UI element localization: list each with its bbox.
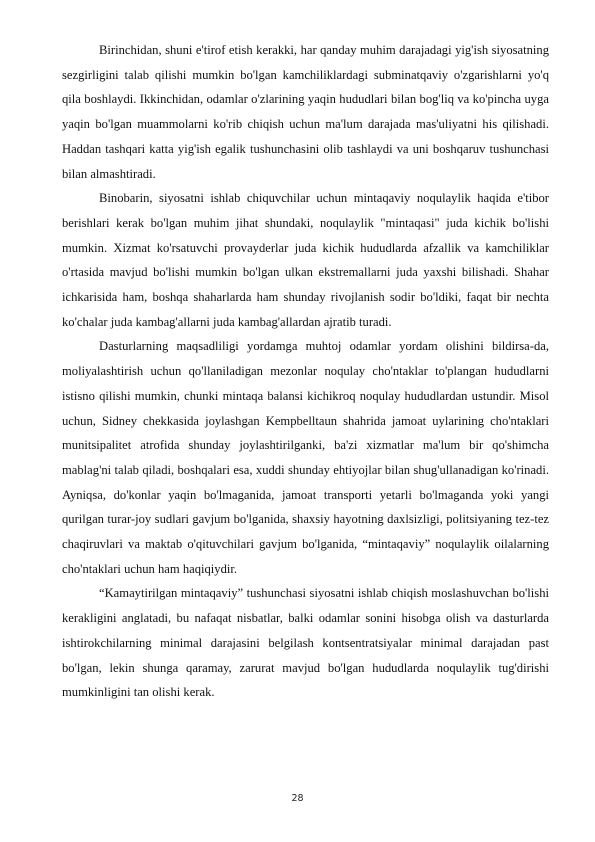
paragraph-1: Birinchidan, shuni e'tirof etish kerakki, har qanday muhim darajadagi yig'ish siyosatning sezgirligini talab qilishi mumkin bo'lgan kamchiliklardagi subminatqaviy o'zgarishlarni yo'q qila boshlaydi. Ikkinchidan, odamlar o'zlarining yaqin hududlari bilan bog'liq va ko'pincha uyga yaqin bo'lgan muammolarni ko'rib chiqish uchun ma'lum darajada mas'uliyatni his qilishadi. Haddan tashqari katta yig'ish egalik tushunchasini olib tashlaydi va uni boshqaruv tushunchasi bilan almashtiradi.	[62, 43, 549, 181]
paragraph-4: “Kamaytirilgan mintaqaviy” tushunchasi siyosatni ishlab chiqish moslashuvchan bo'lishi kerakligini anglatadi, bu nafaqat nisbatlar, balki odamlar sonini hisobga olish va dasturlarda ishtirokchilarning minimal darajasini belgilash kontsentratsiyalar minimal darajadan past bo'lgan, lekin shunga qaramay, zarurat mavjud bo'lgan hududlarda noqulaylik tug'dirishi mumkinligini tan olishi kerak.	[62, 586, 549, 700]
paragraph-2: Binobarin, siyosatni ishlab chiquvchilar uchun mintaqaviy noqulaylik haqida e'tibor berishlari kerak bo'lgan muhim jihat shundaki, noqulaylik "mintaqasi" juda kichik bo'lishi mumkin. Xizmat ko'rsatuvchi provayderlar juda kichik hududlarda afzallik va kamchiliklar o'rtasida mavjud bo'lishi mumkin bo'lgan ulkan ekstremallarni juda yaxshi bilishadi. Shahar ichkarisida ham, boshqa shaharlarda ham shunday rivojlanish sodir bo'ldiki, faqat bir nechta ko'chalar juda kambag'allarni juda kambag'allardan ajratib turadi.	[62, 191, 549, 329]
page-number: 28	[291, 793, 304, 804]
body-text	[62, 38, 549, 705]
paragraph-3: Dasturlarning maqsadliligi yordamga muhtoj odamlar yordam olishini bildirsa-da, moliyalashtirish uchun qo'llaniladigan mezonlar noqulay cho'ntaklar to'plangan hududlarni istisno qilishi mumkin, chunki mintaqa balansi kichikroq noqulay hududlardan ustundir. Misol uchun, Sidney chekkasida joylashgan Kempbelltaun shahrida jamoat uylarining cho'ntaklari munitsipalitet atrofida shunday joylashtirilganki, ba'zi xizmatlar ma'lum bir qo'shimcha mablag'ni talab qiladi, boshqalari esa, xuddi shunday ehtiyojlar bilan shug'ullanadigan ko'rinadi. Ayniqsa, do'konlar yaqin bo'lmaganida, jamoat transporti yetarli bo'lmaganda yoki yangi qurilgan turar-joy sudlari gavjum bo'lganida, shaxsiy hayotning daxlsizligi, politsiyaning tez-tez chaqiruvlari va maktab o'qituvchilari gavjum bo'lganida, “mintaqaviy” noqulaylik oilalarning cho'ntaklari uchun ham haqiqiydir.	[62, 339, 549, 576]
